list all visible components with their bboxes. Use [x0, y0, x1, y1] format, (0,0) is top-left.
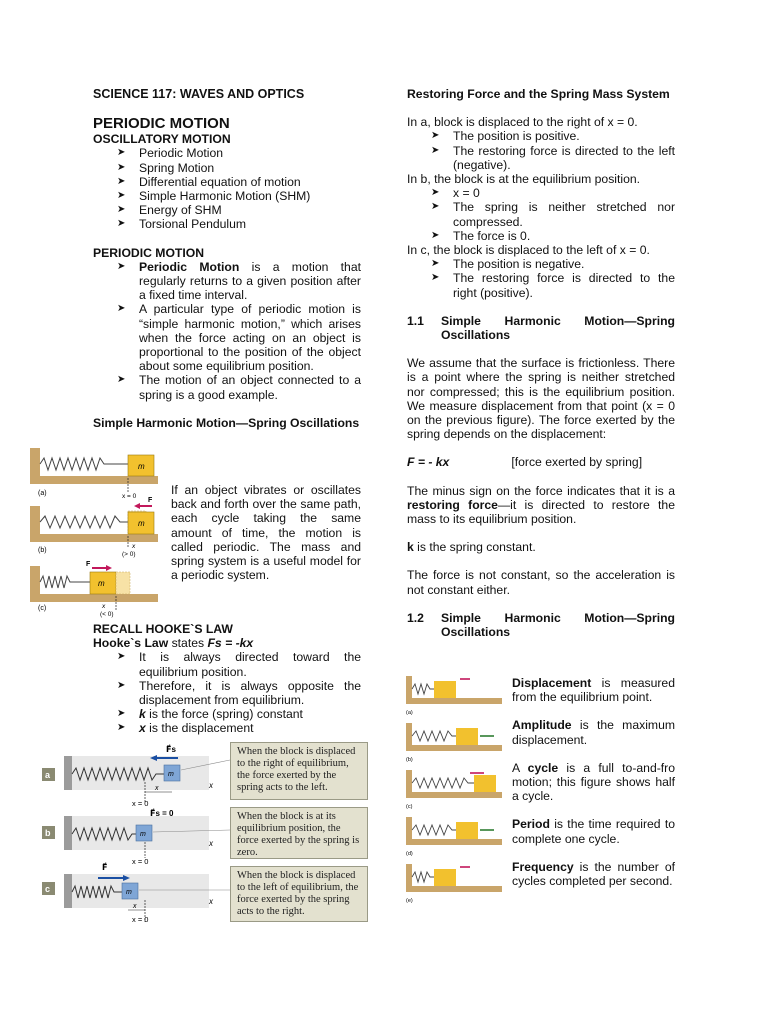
definition-displacement: Displacement is measured from the equilibrium point. [512, 676, 675, 705]
list-item: ➤ The force is 0. [407, 229, 675, 243]
spring-equation: F = - kx [force exerted by spring] [407, 455, 643, 470]
list-item: ➤ k is the force (spring) constant [93, 707, 361, 721]
svg-text:m: m [98, 579, 105, 588]
list-item: ➤ Spring Motion [93, 161, 361, 175]
list-item: ➤ The spring is neither stretched nor compressed. [407, 200, 675, 228]
svg-text:m: m [140, 831, 146, 838]
svg-text:(d): (d) [406, 851, 413, 857]
list-item: ➤ Energy of SHM [93, 203, 361, 217]
definitions [512, 676, 675, 888]
svg-text:a: a [45, 770, 51, 780]
svg-text:x: x [209, 781, 213, 790]
cycle-figure [404, 676, 504, 906]
oscillatory-heading: OSCILLATORY MOTION [93, 132, 231, 147]
svg-text:x = 0: x = 0 [122, 493, 137, 500]
svg-text:x: x [102, 603, 106, 610]
svg-text:x: x [132, 543, 136, 550]
section-1-1-text: We assume that the surface is frictionless. There is a point where the spring is neither stretched nor compressed; this is the equilibrium position. We measure displacement from that point (x = 0 on the previous figure). The force exerted by the spring depends on the displacement: [407, 356, 675, 442]
case-c-list [407, 257, 675, 300]
list-item: ➤ Differential equation of motion [93, 175, 361, 189]
case-a-list [407, 129, 675, 172]
list-item: ➤ A particular type of periodic motion is “simple harmonic motion,” which arises when the force acting on an object is proportional to the position of the object about some equilibrium position. [93, 302, 361, 373]
svg-text:(a): (a) [406, 710, 413, 716]
list-item: ➤ The position is negative. [407, 257, 675, 271]
svg-text:(b): (b) [38, 547, 47, 554]
shm-paragraph: If an object vibrates or oscillates back and forth over the same path, each cycle taking the same amount of time, the motion is called periodic. The mass and spring system is a useful model for a periodic system. [171, 483, 361, 583]
minus-sign-text: The minus sign on the force indicates that it is a restoring force—it is directed to restore the mass to its equilibrium position. [407, 483, 675, 527]
figure-caption-box: When the block is displaced to the right of equilibrium, the force exerted by the spring acts to the left. [230, 742, 368, 800]
hooke-law-line: Hooke`s Law states Fs = -kx [93, 636, 254, 651]
svg-text:(a): (a) [38, 490, 47, 497]
svg-text:m: m [138, 519, 145, 528]
svg-text:c: c [45, 884, 51, 894]
definition-period: Period is the time required to complete one cycle. [512, 817, 675, 846]
shm-heading: Simple Harmonic Motion—Spring Oscillations [93, 415, 360, 430]
hooke-figure [40, 740, 370, 925]
not-constant-text: The force is not constant, so the acceleration is not constant either. [407, 568, 675, 597]
list-item: ➤ x = 0 [407, 186, 675, 200]
list-item: ➤ It is always directed toward the equilibrium position. [93, 650, 361, 678]
hooke-list [93, 650, 361, 735]
svg-text:x: x [155, 785, 159, 792]
svg-text:m: m [168, 771, 174, 778]
svg-text:(c): (c) [38, 605, 47, 612]
list-item: ➤ Therefore, it is always opposite the displacement from equilibrium. [93, 679, 361, 707]
list-item: ➤ The position is positive. [407, 129, 675, 143]
svg-text:F: F [148, 497, 153, 504]
list-item: ➤ x is the displacement [93, 721, 361, 735]
svg-text:(> 0): (> 0) [122, 551, 136, 558]
restoring-heading: Restoring Force and the Spring Mass System [407, 87, 670, 101]
svg-text:m: m [138, 462, 145, 471]
figure-caption-box: When the block is displaced to the left of equilibrium, the force exerted by the spring acts to the right. [230, 866, 368, 922]
list-item: ➤ Simple Harmonic Motion (SHM) [93, 189, 361, 203]
k-text: k is the spring constant. [407, 540, 536, 555]
left-column [93, 87, 361, 430]
svg-text:x = 0: x = 0 [132, 915, 149, 924]
case-a-text: In a, block is displaced to the right of x = 0. [407, 115, 638, 130]
list-item: ➤ The restoring force is directed to the right (positive). [407, 271, 675, 299]
svg-text:b: b [45, 828, 51, 838]
hooke-heading: RECALL HOOKE`S LAW [93, 622, 233, 636]
svg-text:x = 0: x = 0 [132, 799, 149, 808]
list-item: ➤ The restoring force is directed to the left (negative). [407, 144, 675, 172]
definition-amplitude: Amplitude is the maximum displacement. [512, 718, 675, 747]
svg-text:F⃗s: F⃗s [166, 745, 176, 754]
figure-caption-box: When the block is at its equilibrium position, the force exerted by the spring is zero. [230, 807, 368, 859]
svg-text:F⃗s = 0: F⃗s = 0 [150, 809, 174, 818]
svg-text:F⃗: F⃗ [102, 863, 108, 872]
svg-text:(c): (c) [406, 804, 413, 810]
svg-text:F: F [86, 561, 91, 568]
list-item: ➤ Periodic Motion is a motion that regularly returns to a given position after a fixed time interval. [93, 260, 361, 303]
svg-text:(< 0): (< 0) [100, 611, 114, 618]
svg-text:x = 0: x = 0 [132, 857, 149, 866]
svg-text:(e): (e) [406, 898, 413, 904]
course-title: SCIENCE 117: WAVES AND OPTICS [93, 87, 305, 101]
svg-text:x: x [209, 839, 213, 848]
page-title: PERIODIC MOTION [93, 115, 230, 133]
right-column [407, 87, 675, 639]
spring-figure-abc [30, 448, 160, 620]
case-c-text: In c, the block is displaced to the left of x = 0. [407, 243, 650, 258]
hooke-block [93, 622, 361, 736]
definition-cycle: A cycle is a full to-and-fro motion; this figure shows half a cycle. [512, 760, 676, 804]
case-b-list [407, 186, 675, 243]
periodic-motion-heading: PERIODIC MOTION [93, 245, 205, 260]
svg-text:x: x [133, 903, 137, 910]
list-item: ➤ Periodic Motion [93, 146, 361, 160]
case-b-text: In b, the block is at the equilibrium position. [407, 172, 641, 187]
topic-list [93, 146, 361, 231]
svg-text:m: m [126, 889, 132, 896]
section-1-1-heading: 1.1 Simple Harmonic Motion—Spring Oscillations [407, 313, 675, 343]
definition-frequency: Frequency is the number of cycles completed per second. [512, 859, 675, 889]
svg-text:x: x [209, 897, 213, 906]
periodic-motion-list [93, 260, 361, 402]
list-item: ➤ The motion of an object connected to a spring is a good example. [93, 373, 361, 401]
list-item: ➤ Torsional Pendulum [93, 217, 361, 231]
svg-text:(b): (b) [406, 757, 413, 763]
section-1-2-heading: 1.2 Simple Harmonic Motion—Spring Oscillations [407, 610, 675, 640]
